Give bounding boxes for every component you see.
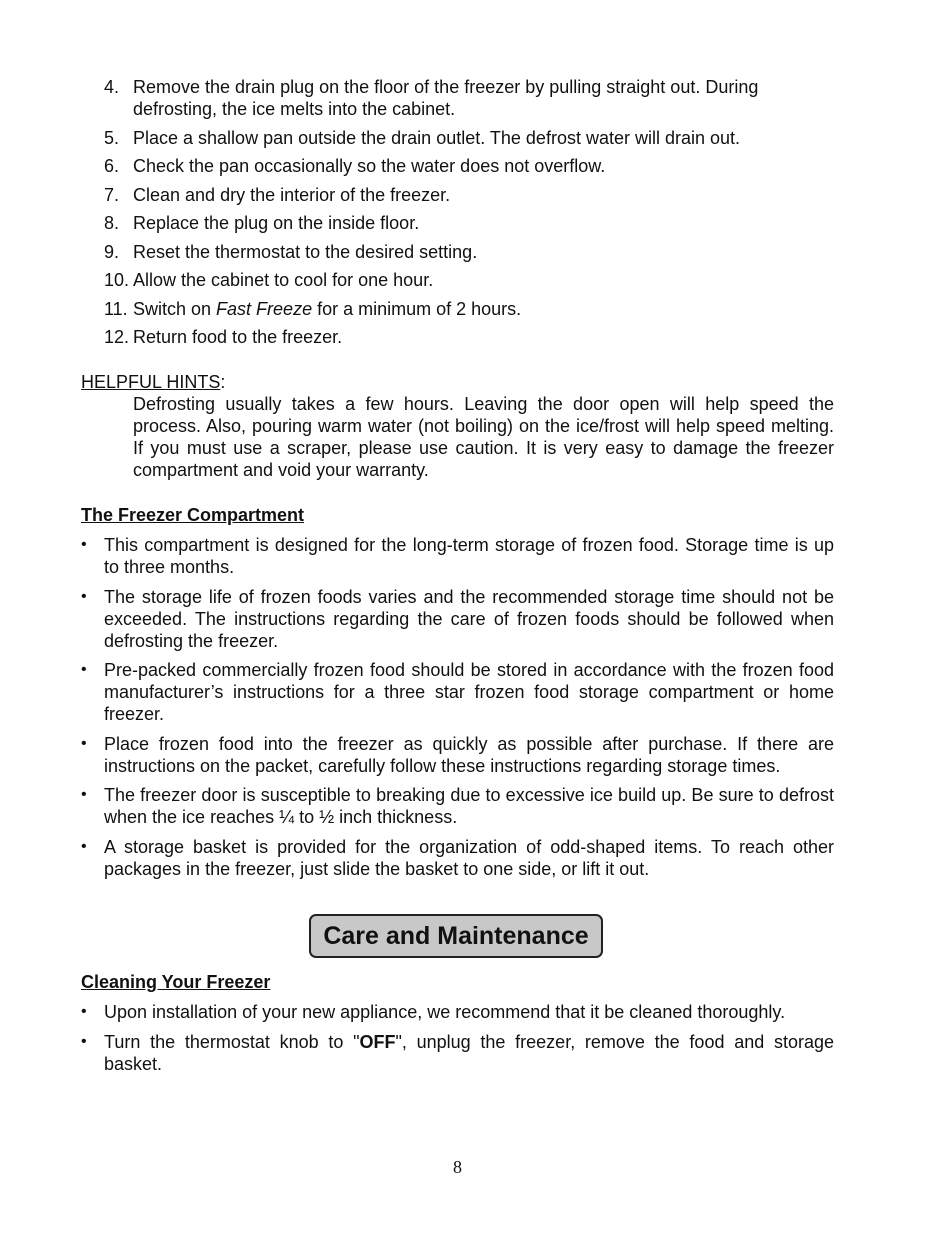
helpful-hints-title: [81, 371, 225, 393]
fast-freeze-term: Fast Freeze: [216, 298, 313, 319]
bullet-icon: •: [81, 734, 87, 752]
list-item: [81, 836, 834, 880]
step-number: 10.: [104, 270, 130, 290]
step-number: 11.: [104, 298, 128, 319]
step-text: Clean and dry the interior of the freezer.: [133, 184, 451, 205]
step-item: [100, 241, 835, 263]
bullet-icon: •: [81, 837, 87, 855]
list-item: [81, 784, 834, 828]
bullet-icon: •: [81, 786, 87, 803]
step-number: 8.: [104, 213, 120, 233]
step-text: Remove the drain plug on the floor of the freezer by pulling straight out. During defrosting, the ice melts into the cabinet.: [133, 77, 759, 119]
helpful-hints-label: HELPFUL HINTS: [81, 372, 221, 392]
bullet-icon: •: [81, 536, 87, 553]
step-text: Allow the cabinet to cool for one hour.: [133, 270, 434, 290]
step-text: Reset the thermostat to the desired setting.: [133, 241, 478, 262]
step-text: Return food to the freezer.: [133, 327, 343, 347]
step-text: [133, 298, 835, 320]
step-number: 9.: [104, 241, 120, 262]
list-item-text: [104, 1031, 834, 1075]
list-item-text: The storage life of frozen foods varies and the recommended storage time should not be exceeded. The instructions regarding the care of frozen foods should be followed when defrosting the freezer.: [104, 586, 834, 651]
list-item: [81, 586, 834, 652]
bullet-icon: •: [81, 587, 87, 605]
off-keyword: OFF: [359, 1031, 396, 1052]
step-item: [100, 155, 835, 177]
list-item-text-end: ", unplug the freezer, remove the food and storage basket.: [104, 1031, 834, 1074]
step-text: Check the pan occasionally so the water does not overflow.: [133, 156, 606, 176]
list-item-text: The freezer door is susceptible to breaking due to excessive ice build up. Be sure to defrost when the ice reaches ¼ to ½ inch thickness.: [104, 785, 834, 827]
defrost-steps-list: [100, 76, 835, 355]
step-item: [100, 127, 835, 149]
bullet-icon: •: [81, 1032, 87, 1050]
freezer-compartment-heading: The Freezer Compartment: [81, 505, 305, 525]
list-item: [81, 733, 834, 777]
step-item: [100, 298, 835, 320]
bullet-icon: •: [81, 661, 87, 678]
step-item: [100, 269, 835, 291]
step-number: 6.: [104, 156, 120, 176]
step-item: [100, 212, 835, 234]
list-item-text: Upon installation of your new appliance, we recommend that it be cleaned thoroughly.: [104, 1002, 786, 1022]
helpful-hints-body: Defrosting usually takes a few hours. Leaving the door open will help speed the process. Also, pouring warm water (not boiling) on the ice/frost will help speed melting. If you must use a scraper, please use caution. It is very easy to damage the freezer compartment and void your warranty.: [133, 394, 834, 480]
step-text: Replace the plug on the inside floor.: [133, 213, 420, 233]
bullet-icon: •: [81, 1003, 87, 1020]
list-item-text-start: Turn the thermostat knob to ": [104, 1031, 360, 1052]
step-text: Place a shallow pan outside the drain outlet. The defrost water will drain out.: [133, 127, 741, 148]
step-text-start: Switch on: [133, 298, 217, 319]
step-item: [100, 76, 835, 120]
list-item: [81, 659, 834, 725]
step-number: 5.: [104, 127, 120, 148]
page-number: 8: [453, 1157, 462, 1177]
list-item-text: Pre-packed commercially frozen food should be stored in accordance with the frozen food manufacturer’s instructions for a three star frozen food storage compartment or home freezer.: [104, 660, 834, 724]
care-and-maintenance-banner: Care and Maintenance: [309, 914, 603, 958]
list-item-text: This compartment is designed for the long-term storage of frozen food. Storage time is up to three months.: [104, 535, 834, 577]
list-item: [81, 1001, 834, 1023]
list-item-text: Place frozen food into the freezer as quickly as possible after purchase. If there are instructions on the packet, carefully follow these instructions regarding storage times.: [104, 733, 834, 776]
step-item: [100, 326, 835, 348]
step-item: [100, 184, 835, 206]
helpful-hints-colon: :: [220, 372, 226, 392]
step-number: 12.: [104, 327, 130, 347]
freezer-compartment-list: [81, 534, 834, 887]
list-item: [81, 534, 834, 578]
cleaning-heading: Cleaning Your Freezer: [81, 972, 271, 992]
step-number: 7.: [104, 184, 120, 205]
step-number: 4.: [104, 77, 120, 97]
step-text-end: for a minimum of 2 hours.: [312, 298, 522, 319]
cleaning-list: [81, 1001, 834, 1082]
list-item: [81, 1031, 834, 1075]
list-item-text: A storage basket is provided for the organization of odd-shaped items. To reach other packages in the freezer, just slide the basket to one side, or lift it out.: [104, 836, 834, 879]
